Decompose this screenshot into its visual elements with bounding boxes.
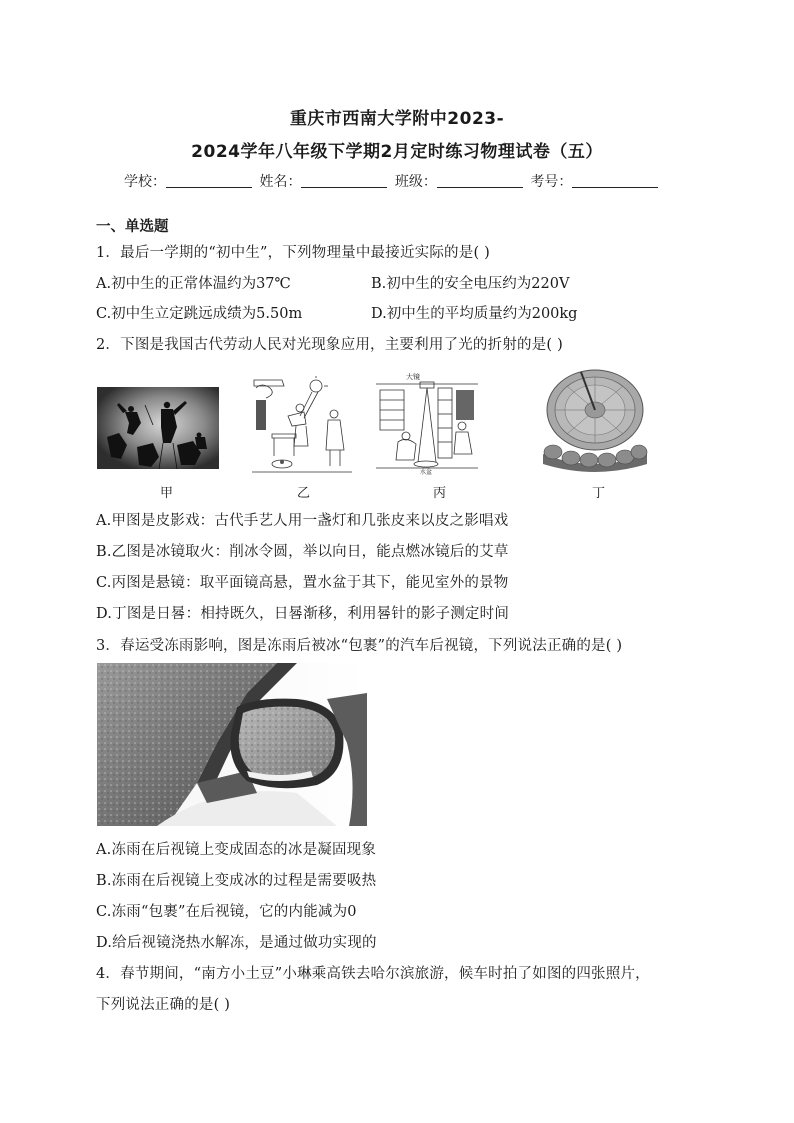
page-title-line1: 重庆市西南大学附中2023- <box>289 109 505 129</box>
figure-label-yi: 乙 <box>297 486 311 501</box>
figure-shadow-puppet <box>97 387 219 469</box>
q1-option-c[interactable]: C.初中生立定跳远成绩为5.50m <box>96 306 303 322</box>
q1-option-a[interactable]: A.初中生的正常体温约为37℃ <box>96 276 291 292</box>
name-blank[interactable] <box>301 173 387 188</box>
exam-number-blank[interactable] <box>572 173 658 188</box>
figure-sundial <box>533 368 657 474</box>
q1-option-b[interactable]: B.初中生的安全电压约为220V <box>371 276 570 292</box>
figure-hanging-mirror <box>376 370 478 476</box>
section-title: 一、单选题 <box>96 219 169 235</box>
figure-frozen-car-mirror <box>97 663 367 826</box>
q2-option-b[interactable]: B.乙图是冰镜取火：削冰令圆，举以向日，能点燃冰镜后的艾草 <box>96 544 509 560</box>
figure-ice-lens <box>252 376 352 476</box>
class-label: 班级： <box>394 174 437 190</box>
q2-option-d[interactable]: D.丁图是日晷：相持既久，日晷渐移，利用晷针的影子测定时间 <box>96 606 510 622</box>
q3-option-a[interactable]: A.冻雨在后视镜上变成固态的冰是凝固现象 <box>96 842 377 858</box>
question-2-stem: 2．下图是我国古代劳动人民对光现象应用，主要利用了光的折射的是( ) <box>96 337 563 353</box>
q3-option-b[interactable]: B.冻雨在后视镜上变成冰的过程是需要吸热 <box>96 873 377 889</box>
q3-option-c[interactable]: C.冻雨“包裹”在后视镜，它的内能减为0 <box>96 904 357 920</box>
question-4-stem-line2: 下列说法正确的是( ) <box>96 997 231 1013</box>
label-water-basin: 水盆 <box>420 469 433 476</box>
class-blank[interactable] <box>437 173 523 188</box>
school-label: 学校： <box>124 174 166 190</box>
question-1-stem: 1．最后一学期的“初中生”，下列物理量中最接近实际的是( ) <box>96 245 490 261</box>
q1-option-d[interactable]: D.初中生的平均质量约为200kg <box>371 306 578 322</box>
question-4-stem-line1: 4．春节期间，“南方小土豆”小琳乘高铁去哈尔滨旅游，候车时拍了如图的四张照片， <box>96 966 650 982</box>
name-label: 姓名： <box>259 174 302 190</box>
figure-label-jia: 甲 <box>160 486 174 501</box>
exam-number-label: 考号： <box>530 174 573 190</box>
page-title-line2: 2024学年八年级下学期2月定时练习物理试卷（五） <box>191 142 603 162</box>
label-big-mirror: 大镜 <box>406 373 420 381</box>
q3-option-d[interactable]: D.给后视镜浇热水解冻，是通过做功实现的 <box>96 935 377 951</box>
q2-option-a[interactable]: A.甲图是皮影戏：古代手艺人用一盏灯和几张皮来以皮之影唱戏 <box>96 513 509 529</box>
student-info-row <box>124 171 661 191</box>
question-3-stem: 3．春运受冻雨影响，图是冻雨后被冰“包裹”的汽车后视镜，下列说法正确的是( ) <box>96 638 623 654</box>
figure-label-bing: 丙 <box>433 486 447 501</box>
figure-label-ding: 丁 <box>592 486 606 501</box>
q2-option-c[interactable]: C.丙图是悬镜：取平面镜高悬，置水盆于其下，能见室外的景物 <box>96 575 509 591</box>
school-blank[interactable] <box>166 173 252 188</box>
